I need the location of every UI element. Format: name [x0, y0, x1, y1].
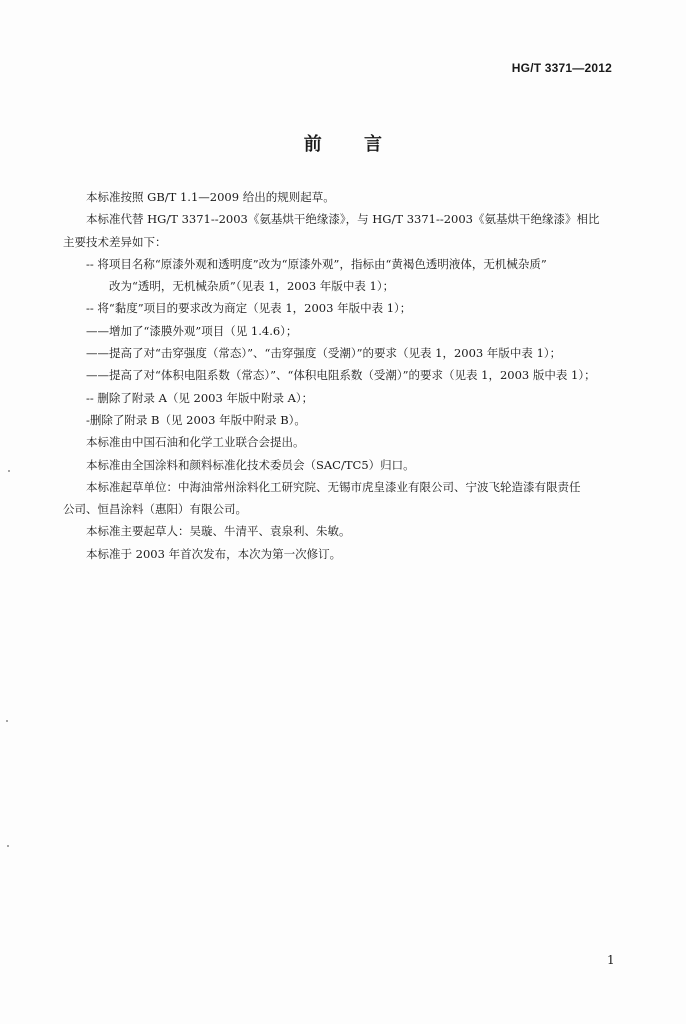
- paragraph-drafting-units-cont: 公司、恒昌涂料（惠阳）有限公司。: [63, 502, 247, 517]
- standard-code: HG/T 3371—2012: [511, 61, 612, 75]
- change-item-1-cont: 改为“透明，无机械杂质”（见表 1，2003 年版中表 1）；: [109, 279, 395, 294]
- paragraph-drafters: 本标准主要起草人：吴璇、牛清平、袁泉利、朱敏。: [86, 524, 351, 539]
- paragraph-history: 本标准于 2003 年首次发布，本次为第一次修订。: [86, 546, 342, 561]
- paragraph-replaces: 本标准代替 HG/T 3371--2003《氨基烘干绝缘漆》，与 HG/T 3371--2003《氨基烘干绝缘漆》相比: [86, 212, 600, 227]
- page-title: [0, 130, 686, 156]
- page-number: 1: [607, 953, 615, 967]
- paragraph-drafting-rules: 本标准按照 GB/T 1.1—2009 给出的规则起草。: [86, 190, 335, 204]
- preface-body: [63, 186, 621, 565]
- scan-speck: [7, 845, 9, 847]
- change-item-3: ——增加了“漆膜外观”项目（见 1.4.6）；: [86, 323, 298, 338]
- title-char-2: 言: [364, 134, 383, 155]
- paragraph-proposed-by: 本标准由中国石油和化学工业联合会提出。: [86, 435, 305, 450]
- change-item-4: ——提高了对“击穿强度（常态）”、“击穿强度（受潮）”的要求（见表 1，2003 年版中表 1）；: [86, 346, 562, 361]
- paragraph-drafting-units: 本标准起草单位：中海油常州涂料化工研究院、无锡市虎皇漆业有限公司、宁波飞轮造漆有限责任: [86, 479, 581, 494]
- scan-speck: [8, 470, 10, 472]
- title-char-1: 前: [303, 134, 322, 155]
- change-item-2: -- 将“黏度”项目的要求改为商定（见表 1，2003 年版中表 1）；: [86, 301, 412, 316]
- change-item-1: -- 将项目名称“原漆外观和透明度”改为“原漆外观”，指标由“黄褐色透明液体，无机械杂质”: [86, 256, 547, 271]
- change-item-5: ——提高了对“体积电阻系数（常态）”、“体积电阻系数（受潮）”的要求（见表 1，2003 版中表 1）；: [86, 368, 596, 383]
- paragraph-responsible: 本标准由全国涂料和颜料标准化技术委员会（SAC/TC5）归口。: [86, 457, 415, 472]
- scan-speck: [6, 720, 8, 722]
- change-item-7: -删除了附录 B（见 2003 年版中附录 B）。: [86, 412, 306, 427]
- change-item-6: -- 删除了附录 A（见 2003 年版中附录 A）；: [86, 390, 314, 405]
- paragraph-replaces-cont: 主要技术差异如下：: [63, 234, 167, 249]
